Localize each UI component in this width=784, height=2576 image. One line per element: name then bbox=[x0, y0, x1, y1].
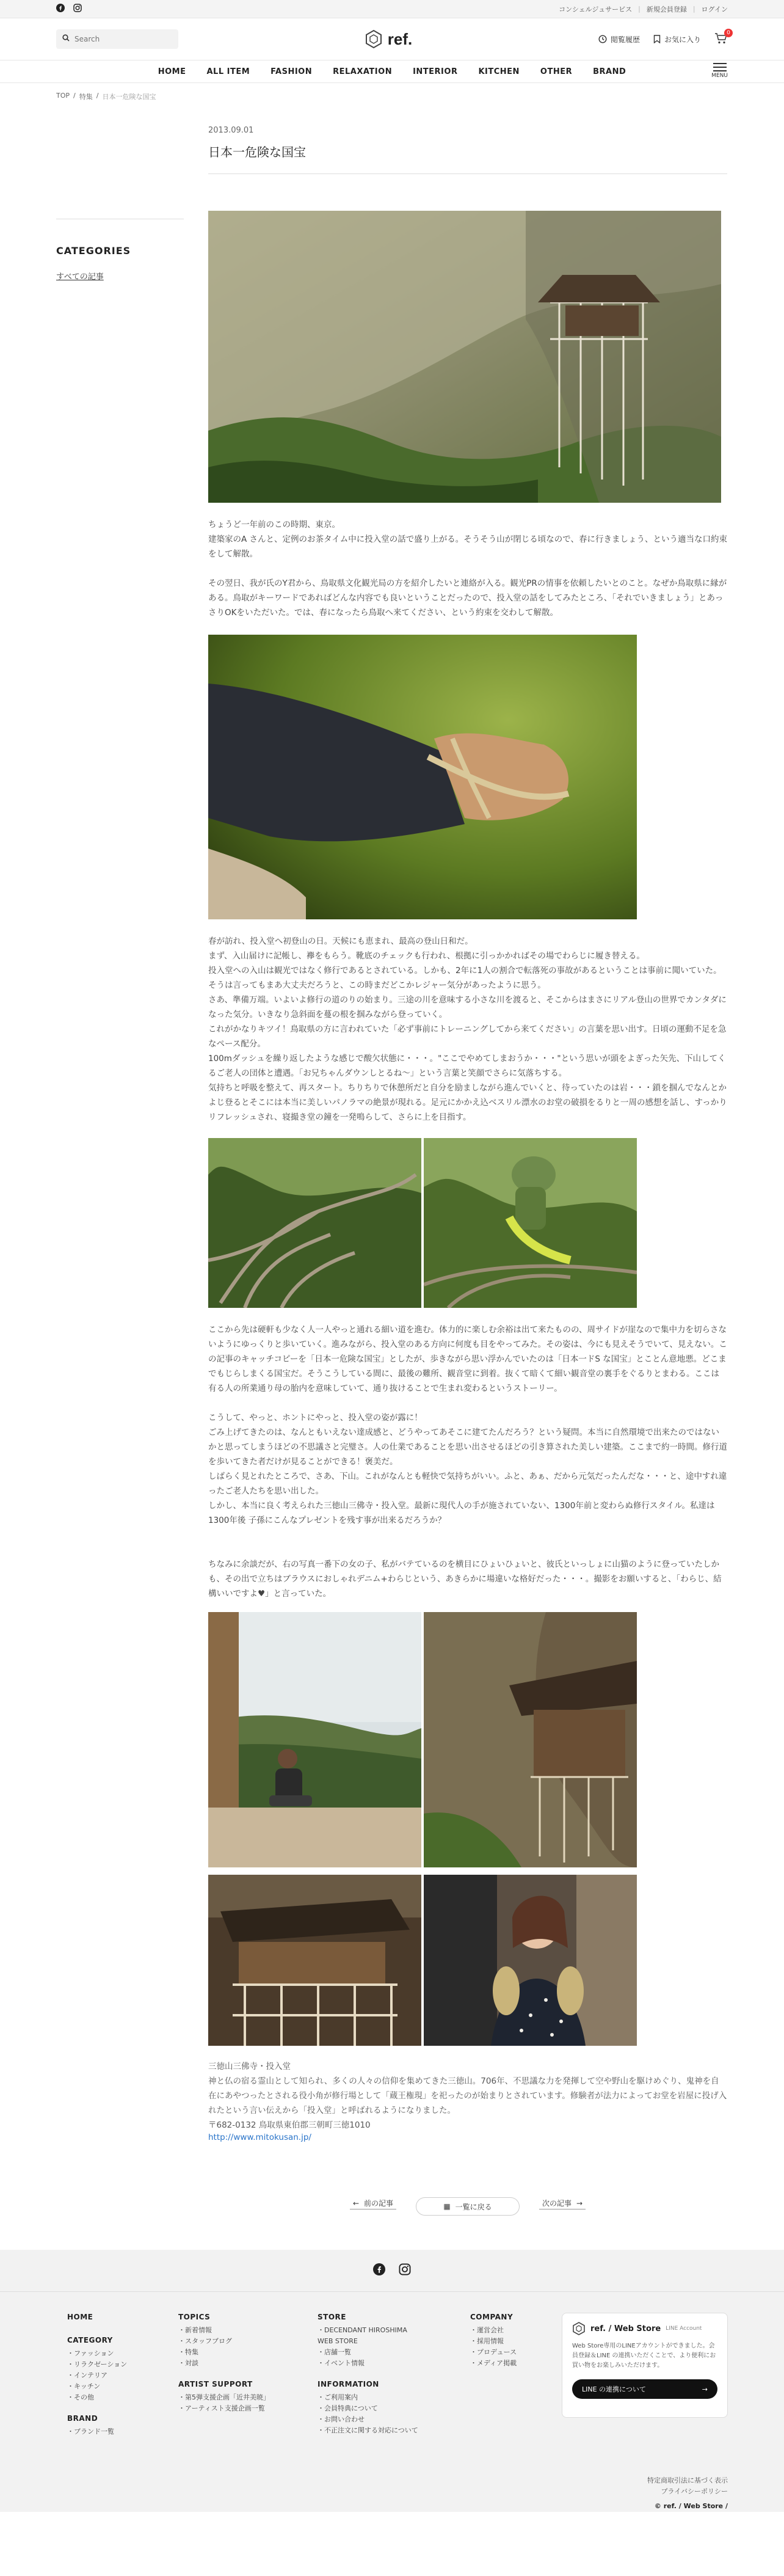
search-box[interactable] bbox=[56, 29, 178, 49]
footer-link[interactable]: 対談 bbox=[185, 2359, 198, 2367]
next-label: 次の記事 bbox=[542, 2199, 572, 2208]
menu-label: MENU bbox=[711, 73, 728, 79]
footer-information-heading: INFORMATION bbox=[318, 2380, 379, 2388]
cart-count-badge: 0 bbox=[724, 29, 733, 37]
facebook-icon[interactable] bbox=[56, 4, 65, 15]
back-to-list-button[interactable] bbox=[416, 2197, 520, 2216]
line-account-card bbox=[562, 2313, 728, 2418]
grid-icon: ▦ bbox=[443, 2202, 451, 2211]
page-title: 日本一危険な国宝 bbox=[208, 145, 306, 159]
bookmark-icon bbox=[653, 35, 661, 43]
site-header bbox=[0, 18, 784, 60]
text-line: まず、入山届けに記帳し、襷をもらう。靴底のチェックも行われ、根拠に引っかかればその場でわらじに履き替える。 bbox=[208, 951, 645, 961]
footer-link[interactable]: イベント情報 bbox=[324, 2359, 365, 2367]
text-line: 建築家のA さんと、定例のお茶タイム中に投入堂の話で盛り上がる。そうそう山が閉じる頃なので、春に行きましょう、という適当な口約束をして解散。 bbox=[208, 535, 727, 559]
text-line: ごみ上げてきたのは、なんともいえない達成感と、どうやってあそこに建てたんだろう？という疑問。本当に自然環境で出来たのではないかと思ってしまうほどの不思議さと完璧さ。人の仕業であることを思い出させるほどの引き算された美しい建築。ここまで約一時間。修行道を歩いてきた者だけが見ることができる！褒美だ。 bbox=[208, 1428, 727, 1467]
nav-home[interactable]: HOME bbox=[158, 67, 186, 76]
photo-caption bbox=[208, 2059, 727, 2142]
footer-link[interactable]: アーティスト支援企画一覧 bbox=[185, 2404, 265, 2412]
footer-col-store: STORE ・DECENDANT HIROSHIMA WEB STORE ・店舗一覧 ・イベント情報 INFORMATION ・ご利用案内 ・会員特典について ・お問い合わせ ・不正注文に関する対応について bbox=[318, 2313, 470, 2437]
nav-interior[interactable]: INTERIOR bbox=[413, 67, 458, 76]
text-line: さあ、準備万端。いよいよ修行の道のりの始まり。三途の川を意味する小さな川を渡ると、そこからはまさにリアル登山の世界でカンタダになった気分。いきなり急斜面を蔓の根を掴みながら登っていく。 bbox=[208, 995, 727, 1020]
header-actions bbox=[598, 29, 730, 46]
all-articles-link[interactable]: すべての記事 bbox=[56, 272, 104, 282]
search-icon bbox=[62, 34, 70, 44]
text-line: これがかなりキツイ！鳥取県の方に言われていた「必ず事前にトレーニングしてから来てください」の言葉を思い出す。日頃の運動不足を急なペース配分。 bbox=[208, 1024, 727, 1049]
text-line: 100mダッシュを繰り返したような感じで酸欠状態に・・・。"ここでやめてしまおうか・・・"という思いが頭をよぎった矢先、下山してくるご老人の団体と遭遇。「お兄ちゃんダウンしとるね～」という言葉と笑顔でさらに気落ちする。 bbox=[208, 1054, 726, 1078]
footer-link[interactable]: DECENDANT HIROSHIMA WEB STORE bbox=[318, 2326, 407, 2345]
line-card-title: ref. / Web Store bbox=[590, 2324, 661, 2333]
categories-heading: CATEGORIES bbox=[56, 245, 131, 257]
clock-icon bbox=[598, 35, 607, 43]
breadcrumb-separator: / bbox=[96, 92, 99, 100]
top-utility-bar bbox=[0, 0, 784, 18]
text-line: しかし、本当に良く考えられた三徳山三佛寺・投入堂。最新に現代人の手が施されていない、1300年前と変わらぬ修行スタイル。私達は1300年後 子孫にこんなプレゼントを残す事が出来るだろうか？ bbox=[208, 1501, 715, 1525]
text-line: ちなみに余談だが、右の写真一番下の女の子、私がバテているのを横目にひょいひょいと、彼氏といっしょに山猫のように登っていたしかも、その出で立ちはブラウスにおしゃれデニム+わらじという、あきらかに場違いな格好だった・・・。撮影をお願いすると、「わらじ、結構いいですよ♥」と言っていた。 bbox=[208, 1560, 722, 1599]
photo-pair bbox=[208, 1875, 637, 2046]
line-card-sub: LINE Account bbox=[666, 2326, 702, 2332]
photo-pair bbox=[208, 1612, 637, 1867]
text-line: 投入堂への入山は観光ではなく修行であるとされている。しかも、2年に1人の割合で転落死の事故があるということは事前に聞いていた。 bbox=[208, 966, 722, 976]
site-footer bbox=[0, 2250, 784, 2512]
nav-items bbox=[158, 67, 626, 76]
history-link[interactable] bbox=[598, 34, 640, 45]
concierge-link[interactable]: コンシェルジュサービス bbox=[559, 5, 633, 13]
photo-pair bbox=[208, 1138, 637, 1308]
article-paragraph bbox=[208, 517, 727, 561]
footer-artist-heading: ARTIST SUPPORT bbox=[178, 2380, 253, 2388]
text-line: こうして、やっと、ホントにやっと、投入堂の姿が露に！ bbox=[208, 1413, 423, 1423]
text-line: 気持ちと呼吸を整えて、再スタート。ちりちりで休憩所だと自分を励ましながら進んでいくと、待っていたのは岩・・・鎖を掴んでなんとかよじ登るとそこには本当に美しいパノラマの絶景が現れる。足元にかかえ込ベスリル漂水のお堂の破損をるりと一周の感想を話し、すっかりリフレッシュされ、寝撮き堂の鐘を一発鳴らして、さらに上を目指す。 bbox=[208, 1083, 727, 1122]
ref-logo-icon bbox=[572, 2322, 586, 2335]
content-layout bbox=[0, 101, 784, 2250]
footer-topics-heading: TOPICS bbox=[178, 2313, 211, 2321]
nav-brand[interactable]: BRAND bbox=[593, 67, 626, 76]
text-line: ちょうど一年前のこの時期、東京。 bbox=[208, 520, 340, 530]
instagram-icon[interactable] bbox=[399, 2263, 411, 2278]
prev-label: 前の記事 bbox=[364, 2199, 394, 2208]
text-line: しばらく見とれたところで、さあ、下山。これがなんとも軽快で気持ちがいい。ふと、あぁ、だから元気だったんだな・・・と、途中すれ違ったご老人たちを思い出した。 bbox=[208, 1472, 727, 1496]
facebook-icon[interactable] bbox=[373, 2263, 385, 2278]
footer-link[interactable]: 特集 bbox=[185, 2348, 198, 2356]
nav-relaxation[interactable]: RELAXATION bbox=[333, 67, 393, 76]
footer-link[interactable]: 第5弾支援企画「近井美暁」 bbox=[185, 2393, 270, 2401]
article-paragraph bbox=[208, 1557, 727, 1601]
footer-home-link[interactable]: HOME bbox=[67, 2313, 93, 2321]
prev-article-button[interactable] bbox=[350, 2197, 396, 2209]
footer-link[interactable]: その他 bbox=[74, 2393, 94, 2401]
footer-link[interactable]: 新着情報 bbox=[185, 2326, 212, 2334]
copyright: © ref. / Web Store / bbox=[654, 2502, 728, 2510]
history-label: 閲覧履歴 bbox=[610, 35, 640, 44]
breadcrumb-current: 日本一危険な国宝 bbox=[102, 93, 156, 101]
favorites-link[interactable] bbox=[653, 34, 701, 45]
header-social bbox=[56, 4, 82, 15]
divider bbox=[208, 173, 727, 174]
logo-hexagon-icon bbox=[365, 29, 383, 49]
temple-website-link[interactable]: http://www.mitokusan.jp/ bbox=[208, 2133, 311, 2142]
login-link[interactable]: ログイン bbox=[701, 5, 728, 13]
breadcrumb-feature[interactable]: 特集 bbox=[79, 93, 93, 101]
nav-kitchen[interactable]: KITCHEN bbox=[478, 67, 520, 76]
footer-brand-heading: BRAND bbox=[67, 2414, 98, 2423]
footer-link[interactable]: インテリア bbox=[74, 2371, 107, 2379]
hamburger-icon bbox=[713, 63, 727, 71]
list-label: 一覧に戻る bbox=[455, 2202, 492, 2211]
footer-category-heading: CATEGORY bbox=[67, 2336, 113, 2344]
nav-all-item[interactable]: ALL ITEM bbox=[206, 67, 250, 76]
footer-link[interactable]: リラクゼーション bbox=[74, 2360, 128, 2368]
article-date: 2013.09.01 bbox=[208, 126, 254, 135]
breadcrumb-top[interactable]: TOP bbox=[56, 92, 70, 100]
legal-link[interactable]: 特定商取引法に基づく表示 bbox=[647, 2476, 728, 2484]
footer-link[interactable]: キッチン bbox=[74, 2382, 101, 2390]
footer-link[interactable]: 会員特典について bbox=[324, 2404, 378, 2412]
menu-button[interactable] bbox=[711, 63, 728, 79]
caption-title: 三徳山三佛寺・投入堂 bbox=[208, 2062, 291, 2071]
footer-company-heading: COMPANY bbox=[470, 2313, 514, 2321]
footer-bottom bbox=[0, 2437, 784, 2512]
article-paragraph bbox=[208, 1323, 727, 1396]
footer-link[interactable]: 採用情報 bbox=[477, 2337, 504, 2345]
cart-button[interactable] bbox=[714, 29, 730, 46]
text-line: その翌日、我が氏のY君から、鳥取県文化観光局の方を紹介したいと連絡が入る。観光PRの情事を依頼したいとのこと。なぜか鳥取県に縁がある。鳥取がキーワードであればどんな内容でも良いということだったので、投入堂の話をしてみたところ、「それでいきましょう」とあっさりOKをいただいた。では、春になったら鳥取へ来てください、という約束を交わして解散。 bbox=[208, 578, 727, 618]
arrow-right-icon: → bbox=[576, 2198, 583, 2208]
utility-links bbox=[559, 4, 728, 14]
caption-address: 〒682-0132 鳥取県東伯郡三朝町三徳1010 bbox=[208, 2120, 371, 2130]
privacy-link[interactable]: プライバシーポリシー bbox=[661, 2487, 728, 2495]
straw-sandal-photo bbox=[208, 635, 637, 919]
temple-cliff-closeup-photo bbox=[424, 1612, 637, 1867]
footer-col-home: HOME CATEGORY ・ファッション ・リラクゼーション ・インテリア ・キッチン ・その他 BRAND ・ブランド一覧 bbox=[67, 2313, 178, 2437]
footer-link[interactable]: お問い合わせ bbox=[324, 2415, 365, 2423]
temple-wooden-frame-photo bbox=[208, 1875, 421, 2046]
footer-link[interactable]: ブランド一覧 bbox=[74, 2428, 114, 2436]
article-paragraph bbox=[208, 576, 727, 620]
footer-link[interactable]: ご利用案内 bbox=[324, 2393, 358, 2401]
man-sitting-photo bbox=[208, 1612, 421, 1867]
footer-col-company: COMPANY ・運営会社 ・採用情報 ・プロデュース ・メディア掲載 bbox=[470, 2313, 562, 2437]
search-input[interactable] bbox=[74, 35, 166, 43]
footer-link[interactable]: 店舗一覧 bbox=[324, 2348, 351, 2356]
text-line: ここから先は硬軒も少なく人一人やっと通れる細い道を進む。体力的に楽しむ余裕は出て来たものの、周サイドが崖なので集中力を切らさないようにゆっくりと歩いていく。進みながら、投入堂のある方向に何度も目をやってみた。その姿は、今にも見えそうでいて、見えない。この記事のキャッチコピーを「日本一危険な国宝」としたが、歩きながら思い浮かんでいたのは「日本一ドS な国宝」とことん意地悪。どこまでもじらしまくる国宝だ。そうこうしている間に、最後の難所、観音堂に到着。抜くて暗くて細い観音堂の裏手をぐるりとまわる。ここは有る人の所業通り母の胎内を意味していて、通り抜けることで生まれ変わるというストーリー。 bbox=[208, 1325, 727, 1393]
instagram-icon[interactable] bbox=[73, 4, 82, 15]
article-paragraph bbox=[208, 1410, 727, 1528]
article bbox=[208, 101, 727, 2250]
article-pager bbox=[208, 2197, 727, 2250]
line-link-button[interactable] bbox=[572, 2379, 717, 2399]
footer-link[interactable]: 運営会社 bbox=[477, 2326, 504, 2334]
footer-columns bbox=[0, 2292, 784, 2437]
article-paragraph bbox=[208, 934, 727, 1125]
arrow-right-icon: → bbox=[702, 2385, 708, 2393]
register-link[interactable]: 新規会員登録 bbox=[646, 5, 687, 13]
footer-link[interactable]: スタッフブログ bbox=[185, 2337, 232, 2345]
footer-link[interactable]: ファッション bbox=[74, 2349, 114, 2357]
footer-store-heading: STORE bbox=[318, 2313, 346, 2321]
woman-with-sandals-photo bbox=[424, 1875, 637, 2046]
arrow-left-icon: ← bbox=[352, 2198, 360, 2208]
line-card-header bbox=[572, 2322, 717, 2335]
footer-link[interactable]: プロデュース bbox=[477, 2348, 517, 2356]
caption-text: 神と仏の宿る霊山として知られ、多くの人々の信仰を集めてきた三徳山。706年、不思議な力を発揮して空や野山を駆けめぐり、鬼神を自在にあやつったとされる役小角が修行場として「蔵王権現」を祀ったのが始まりとされています。修験者が法力によってお堂を岩屋に投げ入れたという言い伝えから「投入堂」と呼ばれるようになりました。 bbox=[208, 2076, 727, 2115]
nageiredo-temple-photo bbox=[208, 211, 721, 503]
sidebar bbox=[56, 101, 184, 2250]
favorites-label: お気に入り bbox=[664, 35, 701, 44]
hiker-climbing-photo bbox=[424, 1138, 637, 1308]
breadcrumb bbox=[0, 83, 784, 101]
text-line: そうは言ってもまあ大丈夫だろうと、この時まだどこかレジャー気分があったように思う。 bbox=[208, 980, 546, 990]
nav-fashion[interactable]: FASHION bbox=[270, 67, 313, 76]
line-card-description: Web Store専用のLINEアカウントができました。会員登録＆LINE の連携いただくことで、より便利にお買い物をお楽しみいただけます。 bbox=[572, 2343, 716, 2369]
logo-text: ref. bbox=[387, 29, 413, 48]
line-button-label: LINE の連携について bbox=[582, 2385, 646, 2393]
main-nav bbox=[0, 60, 784, 83]
next-article-button[interactable] bbox=[539, 2197, 586, 2209]
text-line: 春が訪れ、投入堂へ初登山の日。天候にも恵まれ、最高の登山日和だ。 bbox=[208, 936, 473, 946]
nav-other[interactable]: OTHER bbox=[540, 67, 573, 76]
site-logo[interactable] bbox=[365, 29, 412, 49]
divider: | bbox=[692, 5, 695, 13]
divider: | bbox=[638, 5, 641, 13]
footer-col-topics: TOPICS ・新着情報 ・スタッフブログ ・特集 ・対談 ARTIST SUPPORT ・第5弾支援企画「近井美暁」 ・アーティスト支援企画一覧 bbox=[178, 2313, 318, 2437]
tree-roots-photo bbox=[208, 1138, 421, 1308]
footer-link[interactable]: 不正注文に関する対応について bbox=[324, 2426, 418, 2434]
breadcrumb-separator: / bbox=[73, 92, 76, 100]
footer-social bbox=[0, 2263, 784, 2292]
footer-link[interactable]: メディア掲載 bbox=[477, 2359, 517, 2367]
